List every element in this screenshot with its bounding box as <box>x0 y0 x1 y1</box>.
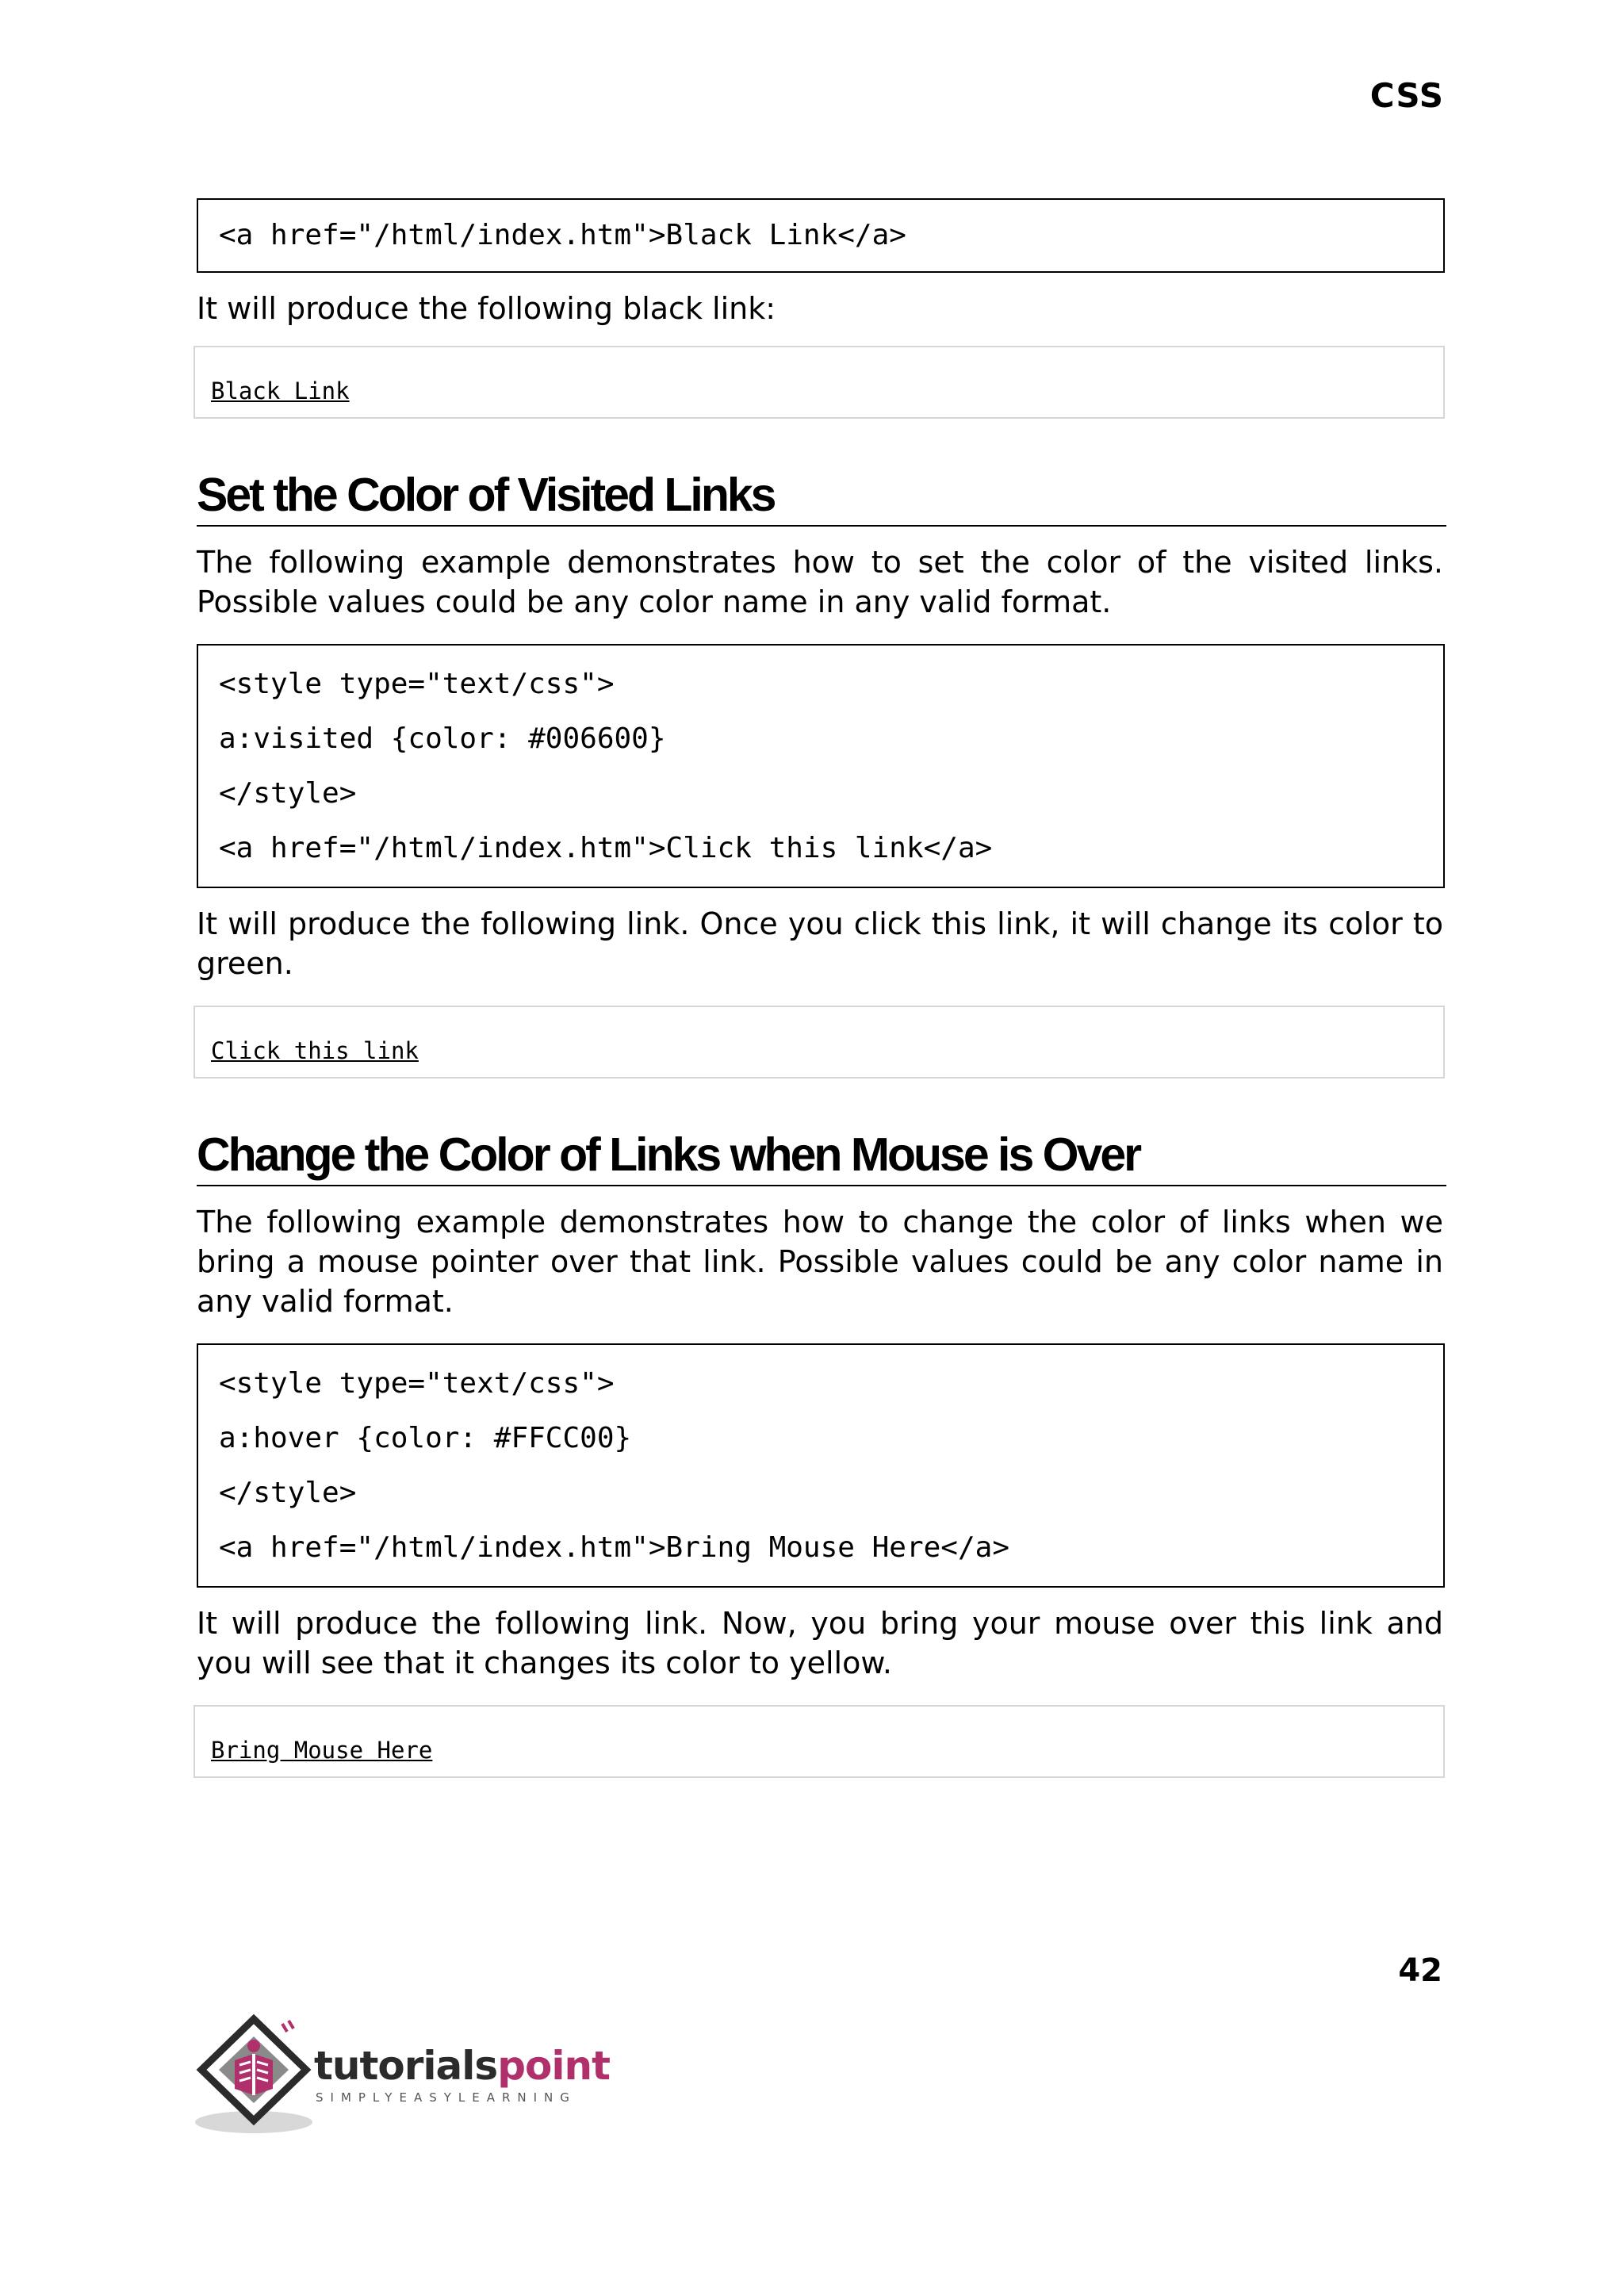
code-line: </style> <box>219 777 357 810</box>
page-header-title: CSS <box>1369 76 1444 115</box>
section-heading-visited: Set the Color of Visited Links <box>197 466 1446 527</box>
output-link-click-this[interactable]: Click this link <box>211 1037 419 1064</box>
page-content <box>197 198 1443 1778</box>
code-line: a:visited {color: #006600} <box>219 722 666 755</box>
page-number: 42 <box>1398 1952 1442 1989</box>
code-line: <a href="/html/index.htm">Black Link</a> <box>219 219 906 251</box>
code-line: <a href="/html/index.htm">Bring Mouse Here</a> <box>219 1531 1009 1564</box>
code-block-visited <box>197 644 1445 888</box>
tutorialspoint-logo <box>195 2013 610 2140</box>
output-link-bring-mouse[interactable]: Bring Mouse Here <box>211 1737 433 1764</box>
logo-word-part1: tutorials <box>314 2043 498 2089</box>
output-link-black[interactable]: Black Link <box>211 377 350 404</box>
paragraph-hover-intro: The following example demonstrates how to change the color of links when we bring a mouse pointer over that link. Possible values could be any color name in any valid format. <box>197 1205 1443 1319</box>
output-box-black-link <box>193 346 1445 419</box>
code-block-black-link <box>197 198 1445 273</box>
paragraph-visited-intro: The following example demonstrates how to set the color of the visited links. Possible values could be any color name in any valid format. <box>197 545 1443 619</box>
code-line: <style type="text/css"> <box>219 1367 615 1400</box>
paragraph-hover-result: It will produce the following link. Now, you bring your mouse over this link and you will see that it changes its color to yellow. <box>197 1606 1443 1680</box>
code-block-hover <box>197 1343 1445 1588</box>
logo-tagline: SIMPLYEASYLEARNING <box>316 2090 576 2105</box>
paragraph-visited-result: It will produce the following link. Once you click this link, it will change its color to green. <box>197 906 1443 981</box>
section-heading-hover: Change the Color of Links when Mouse is Over <box>197 1126 1446 1186</box>
code-line: <style type="text/css"> <box>219 668 615 700</box>
output-box-hover <box>193 1705 1445 1778</box>
paragraph-black-link-result: It will produce the following black link: <box>197 291 776 326</box>
code-line: a:hover {color: #FFCC00} <box>219 1422 632 1454</box>
logo-diamond-icon <box>195 2013 322 2140</box>
code-line: </style> <box>219 1477 357 1509</box>
output-box-visited <box>193 1006 1445 1079</box>
logo-wordmark <box>314 2043 610 2089</box>
code-line: <a href="/html/index.htm">Click this link</a> <box>219 832 993 864</box>
logo-word-part2: point <box>497 2043 610 2089</box>
